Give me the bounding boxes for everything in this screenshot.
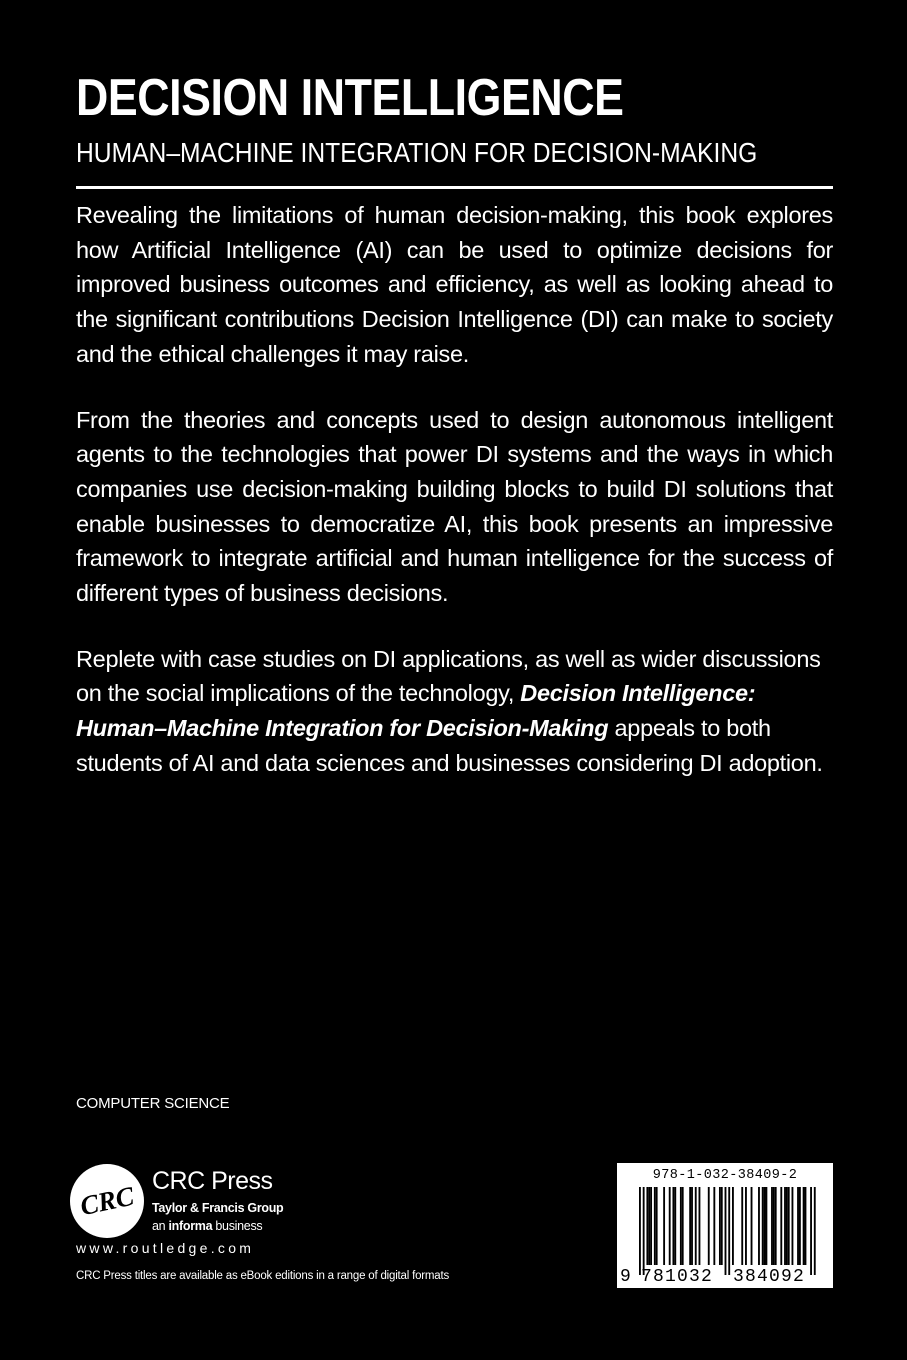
barcode-bar	[803, 1187, 805, 1265]
barcode-bar	[646, 1187, 648, 1265]
barcode-bar	[648, 1187, 650, 1265]
barcode-bar	[699, 1187, 701, 1265]
barcode-bar	[751, 1187, 753, 1265]
barcode-bar	[773, 1187, 775, 1265]
paragraph-3-end: appeals to both students of AI and data sciences and businesses considering DI adoption.	[76, 715, 823, 776]
barcode-bar	[669, 1187, 671, 1265]
crc-logo-text: CRC	[77, 1180, 137, 1222]
barcode-bar	[784, 1187, 786, 1265]
business-suffix: business	[212, 1219, 263, 1233]
barcode-bar	[663, 1187, 665, 1265]
barcode-bar	[695, 1187, 697, 1265]
business-prefix: an	[152, 1219, 169, 1233]
ean-left-digits: 781032	[641, 1267, 714, 1287]
barcode-bar	[672, 1187, 674, 1265]
barcode-bar	[728, 1187, 730, 1275]
barcode-bar	[771, 1187, 773, 1265]
isbn-barcode	[617, 1163, 833, 1288]
book-title: DECISION INTELLIGENCE	[76, 69, 624, 127]
description-paragraph-3	[76, 642, 833, 781]
description-paragraph-1: Revealing the limitations of human decision-making, this book explores how Artificial Intelligence (AI) can be used to optimize decisions for improved business outcomes and efficiency, as well as looking ahead to the significant contributions Decision Intelligence (DI) can make to society and the ethical challenges it may raise.	[76, 202, 833, 367]
publisher-group: Taylor & Francis Group	[152, 1201, 284, 1215]
barcode-bar	[656, 1187, 658, 1265]
barcode-bar	[792, 1187, 794, 1265]
barcode-bar	[788, 1187, 790, 1265]
book-description	[76, 198, 833, 812]
barcode-bar	[650, 1187, 652, 1265]
ebook-availability-note: CRC Press titles are available as eBook editions in a range of digital formats	[76, 1270, 450, 1282]
barcode-bars	[621, 1187, 829, 1275]
crc-press-logo	[69, 1163, 145, 1239]
barcode-bar	[797, 1187, 799, 1265]
barcode-bar	[682, 1187, 684, 1265]
description-paragraph-2: From the theories and concepts used to design autonomous intelligent agents to the technologies that power DI systems and the ways in which companies use decision-making building blocks to build DI solutions that enable businesses to democratize AI, this book presents an impressive framework to integrate artificial and human intelligence for the success of different types of business decisions.	[76, 406, 833, 607]
barcode-bar	[713, 1187, 715, 1265]
barcode-bar	[719, 1187, 721, 1265]
ean-first-digit: 9	[620, 1267, 631, 1287]
publisher-business	[152, 1219, 262, 1233]
barcode-bar	[805, 1187, 807, 1265]
barcode-bar	[765, 1187, 767, 1265]
barcode-bar	[654, 1187, 656, 1265]
barcode-bar	[764, 1187, 766, 1265]
barcode-bar	[745, 1187, 747, 1265]
barcode-bar	[639, 1187, 641, 1275]
isbn-text: 978-1-032-38409-2	[652, 1168, 798, 1183]
barcode-bar	[674, 1187, 676, 1265]
barcode-bar	[732, 1187, 734, 1265]
publisher-name: CRC Press	[152, 1167, 273, 1195]
barcode-bar	[814, 1187, 816, 1275]
business-name: informa	[168, 1219, 213, 1233]
barcode-bar	[799, 1187, 801, 1265]
paragraph-3-start: Replete with case studies on DI applications, as well as wider discussions on the social implications of the technology,	[76, 645, 821, 707]
paragraph-3-book-title: Decision Intelligence: Human–Machine Integration for Decision-Making	[76, 680, 756, 742]
barcode-bar	[762, 1187, 764, 1265]
barcode-bar	[689, 1187, 691, 1265]
book-subtitle: HUMAN–MACHINE INTEGRATION FOR DECISION-MAKING	[76, 137, 758, 168]
barcode-bar	[775, 1187, 777, 1265]
barcode-bar	[810, 1187, 812, 1275]
barcode-bar	[758, 1187, 760, 1265]
subject-category: COMPUTER SCIENCE	[76, 1095, 230, 1112]
ean-right-digits: 384092	[733, 1267, 806, 1287]
barcode-bar	[786, 1187, 788, 1265]
barcode-bar	[643, 1187, 645, 1275]
barcode-bar	[725, 1187, 727, 1275]
barcode-bar	[680, 1187, 682, 1265]
barcode-bar	[780, 1187, 782, 1265]
barcode-bar	[741, 1187, 743, 1265]
title-divider	[76, 186, 833, 189]
barcode-bar	[691, 1187, 693, 1265]
barcode-bar	[708, 1187, 710, 1265]
publisher-website[interactable]: www.routledge.com	[76, 1240, 255, 1256]
barcode-bar	[721, 1187, 723, 1265]
